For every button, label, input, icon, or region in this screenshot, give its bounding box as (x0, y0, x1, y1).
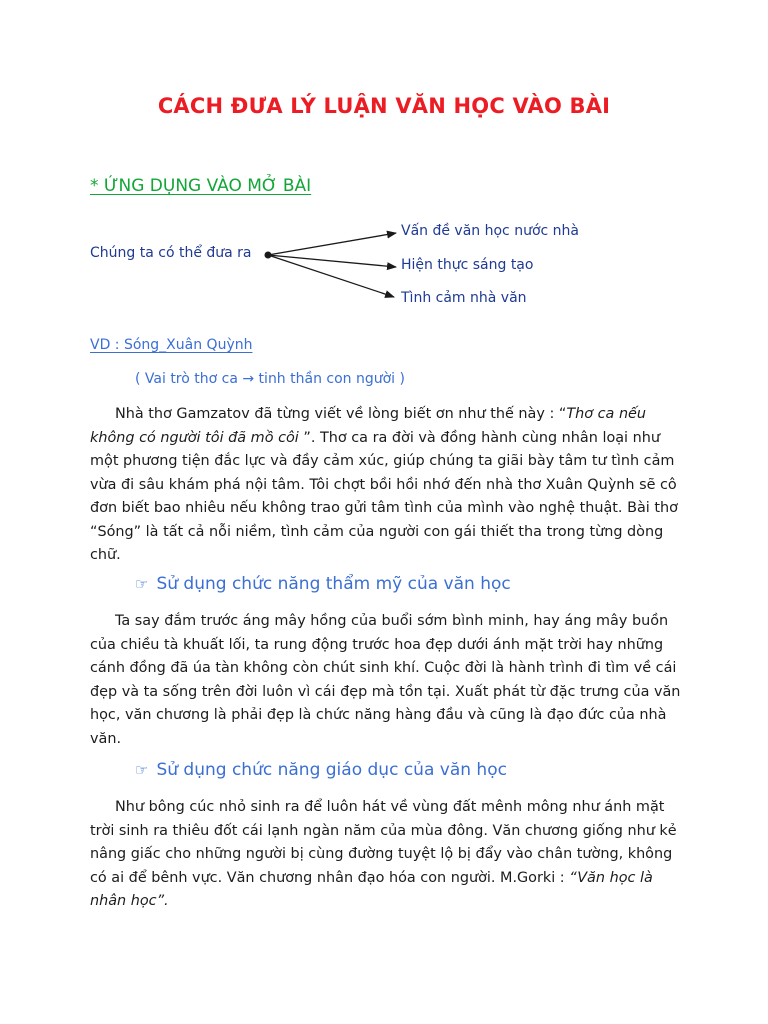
example-label: VD : Sóng_Xuân Quỳnh (90, 337, 253, 353)
subheading-aesthetic-text: Sử dụng chức năng thẩm mỹ của văn học (156, 574, 511, 594)
document-title: CÁCH ĐƯA LÝ LUẬN VĂN HỌC VÀO BÀI (157, 94, 611, 118)
diagram-source-text: Chúng ta có thể đưa ra (90, 245, 252, 261)
paragraph-3-part1: Như bông cúc nhỏ sinh ra để luôn hát về vùng đất mênh mông như ánh mặt trời sinh ra thiêu đốt cái lạnh ngàn năm của mùa đông. Văn chương giống như kẻ nâng giấc cho những người bị cùng đường tuyệt lộ bị đẩy vào chân tường, không có ai để bênh vực. Văn chương nhân đạo hóa con người. M.Gorki : (90, 799, 677, 886)
example-note: ( Vai trò thơ ca → tinh thần con người ) (135, 371, 405, 387)
section-heading: * ỨNG DỤNG VÀO MỞ BÀI (90, 176, 312, 196)
paragraph-1-part2: ”. Thơ ca ra đời và đồng hành cùng nhân loại như một phương tiện đắc lực và đầy cảm xúc, giúp chúng ta giãi bày tâm tư tình cảm vừa đi sâu khám phá nội tâm. Tôi chợt bồi hồi nhớ đến nhà thơ Xuân Quỳnh sẽ cô đơn biết bao nhiêu nếu không trao gửi tâm tình của mình vào nghệ thuật. Bài thơ “Sóng” là tất cả nỗi niềm, tình cảm của người con gái thiết tha trong từng dòng chữ. (90, 429, 678, 563)
paragraph-1 (90, 403, 690, 568)
arrow-diagram (0, 215, 768, 320)
paragraph-3-quote: “Văn học là nhân học”. (90, 869, 653, 909)
paragraph-3 (90, 796, 690, 914)
pointing-hand-icon: ☞ (135, 761, 149, 779)
subheading-aesthetic (135, 574, 511, 594)
diagram-target-3: Tình cảm nhà văn (401, 290, 527, 306)
paragraph-2: Ta say đắm trước áng mây hồng của buổi sớm bình minh, hay áng mây buồn của chiều tà khuất lối, ta rung động trước hoa đẹp dưới ánh mặt trời hay những cánh đồng đã úa tàn không còn chút sinh khí. Cuộc đời là hành trình đi tìm về cái đẹp và ta sống trên đời luôn vì cái đẹp mà tồn tại. Xuất phát từ đặc trưng của văn học, văn chương là phải đẹp là chức năng hàng đầu và cũng là đạo đức của nhà văn. (90, 613, 681, 747)
diagram-target-2: Hiện thực sáng tạo (401, 257, 534, 273)
subheading-education (135, 760, 507, 780)
diagram-arrows (0, 215, 768, 320)
paragraph-1-quote: Thơ ca nếu không có người tôi đã mồ côi (90, 406, 647, 446)
pointing-hand-icon: ☞ (135, 575, 149, 593)
subheading-education-text: Sử dụng chức năng giáo dục của văn học (156, 760, 507, 780)
paragraph-1-part1: Nhà thơ Gamzatov đã từng viết về lòng biết ơn như thế này : “ (115, 406, 567, 422)
diagram-target-1: Vấn đề văn học nước nhà (401, 223, 579, 239)
arrow-line-1 (268, 233, 396, 255)
